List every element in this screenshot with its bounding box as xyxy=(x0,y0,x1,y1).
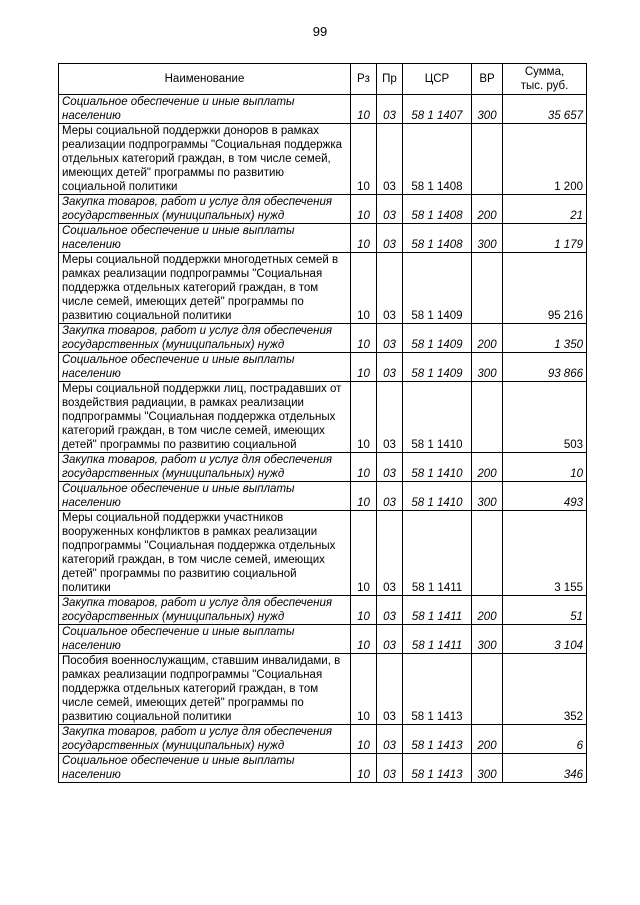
cell-name: Закупка товаров, работ и услуг для обеспечения государственных (муниципальных) нужд xyxy=(59,453,351,482)
cell-name: Закупка товаров, работ и услуг для обеспечения государственных (муниципальных) нужд xyxy=(59,596,351,625)
table-row xyxy=(59,511,587,596)
cell-vr xyxy=(472,382,503,453)
cell-vr: 300 xyxy=(472,754,503,783)
table-row xyxy=(59,353,587,382)
cell-sum: 3 155 xyxy=(503,511,587,596)
cell-vr: 300 xyxy=(472,224,503,253)
cell-csr: 58 1 1411 xyxy=(403,511,472,596)
table-row xyxy=(59,253,587,324)
cell-sum: 503 xyxy=(503,382,587,453)
table-row xyxy=(59,324,587,353)
cell-vr xyxy=(472,511,503,596)
cell-pr: 03 xyxy=(377,382,403,453)
cell-name: Закупка товаров, работ и услуг для обеспечения государственных (муниципальных) нужд xyxy=(59,725,351,754)
cell-name: Социальное обеспечение и иные выплаты населению xyxy=(59,625,351,654)
cell-csr: 58 1 1410 xyxy=(403,382,472,453)
cell-csr: 58 1 1408 xyxy=(403,224,472,253)
cell-vr: 300 xyxy=(472,95,503,124)
header-pr: Пр xyxy=(377,64,403,95)
table-row xyxy=(59,195,587,224)
cell-name: Меры социальной поддержки участников вооруженных конфликтов в рамках реализации подпрограммы "Социальная поддержка отдельных категорий граждан, в том числе семей, имеющих детей" программы по развитию социальной политики xyxy=(59,511,351,596)
cell-csr: 58 1 1409 xyxy=(403,353,472,382)
cell-vr: 200 xyxy=(472,324,503,353)
cell-name: Социальное обеспечение и иные выплаты населению xyxy=(59,224,351,253)
table-row xyxy=(59,124,587,195)
cell-pr: 03 xyxy=(377,654,403,725)
cell-vr: 200 xyxy=(472,596,503,625)
cell-rz: 10 xyxy=(351,353,377,382)
cell-pr: 03 xyxy=(377,324,403,353)
cell-csr: 58 1 1411 xyxy=(403,596,472,625)
cell-name: Социальное обеспечение и иные выплаты населению xyxy=(59,95,351,124)
cell-pr: 03 xyxy=(377,511,403,596)
cell-name: Пособия военнослужащим, ставшим инвалидами, в рамках реализации подпрограммы "Социальная поддержка отдельных категорий граждан, в том числе семей, имеющих детей" программы по развитию социальной политики xyxy=(59,654,351,725)
cell-csr: 58 1 1410 xyxy=(403,482,472,511)
cell-rz: 10 xyxy=(351,511,377,596)
cell-sum: 3 104 xyxy=(503,625,587,654)
cell-csr: 58 1 1413 xyxy=(403,654,472,725)
cell-name: Социальное обеспечение и иные выплаты населению xyxy=(59,353,351,382)
cell-vr: 300 xyxy=(472,353,503,382)
cell-pr: 03 xyxy=(377,725,403,754)
cell-vr: 200 xyxy=(472,195,503,224)
cell-name: Социальное обеспечение и иные выплаты населению xyxy=(59,754,351,783)
cell-vr: 200 xyxy=(472,453,503,482)
cell-csr: 58 1 1413 xyxy=(403,754,472,783)
cell-name: Меры социальной поддержки лиц, пострадавших от воздействия радиации, в рамках реализации подпрограммы "Социальная поддержка отдельных категорий граждан, в том числе семей, имеющих детей" программы по развитию социальной xyxy=(59,382,351,453)
cell-rz: 10 xyxy=(351,224,377,253)
cell-name: Закупка товаров, работ и услуг для обеспечения государственных (муниципальных) нужд xyxy=(59,324,351,353)
cell-vr: 300 xyxy=(472,625,503,654)
cell-rz: 10 xyxy=(351,324,377,353)
cell-vr: 200 xyxy=(472,725,503,754)
header-vr: ВР xyxy=(472,64,503,95)
table-body xyxy=(59,95,587,783)
cell-pr: 03 xyxy=(377,95,403,124)
cell-sum: 352 xyxy=(503,654,587,725)
cell-pr: 03 xyxy=(377,596,403,625)
table-row xyxy=(59,596,587,625)
cell-rz: 10 xyxy=(351,725,377,754)
header-name: Наименование xyxy=(59,64,351,95)
cell-csr: 58 1 1411 xyxy=(403,625,472,654)
cell-vr xyxy=(472,253,503,324)
cell-rz: 10 xyxy=(351,195,377,224)
table-row xyxy=(59,625,587,654)
cell-csr: 58 1 1409 xyxy=(403,253,472,324)
cell-pr: 03 xyxy=(377,224,403,253)
cell-sum: 1 350 xyxy=(503,324,587,353)
page-number: 99 xyxy=(312,24,328,39)
table-row xyxy=(59,482,587,511)
cell-rz: 10 xyxy=(351,453,377,482)
cell-pr: 03 xyxy=(377,124,403,195)
cell-rz: 10 xyxy=(351,654,377,725)
cell-pr: 03 xyxy=(377,482,403,511)
cell-rz: 10 xyxy=(351,124,377,195)
cell-rz: 10 xyxy=(351,253,377,324)
cell-csr: 58 1 1408 xyxy=(403,195,472,224)
cell-name: Закупка товаров, работ и услуг для обеспечения государственных (муниципальных) нужд xyxy=(59,195,351,224)
cell-rz: 10 xyxy=(351,382,377,453)
cell-sum: 1 200 xyxy=(503,124,587,195)
cell-csr: 58 1 1407 xyxy=(403,95,472,124)
table-row xyxy=(59,382,587,453)
cell-pr: 03 xyxy=(377,754,403,783)
cell-vr xyxy=(472,124,503,195)
cell-pr: 03 xyxy=(377,625,403,654)
table-row xyxy=(59,754,587,783)
cell-sum: 21 xyxy=(503,195,587,224)
cell-csr: 58 1 1413 xyxy=(403,725,472,754)
cell-rz: 10 xyxy=(351,625,377,654)
cell-pr: 03 xyxy=(377,195,403,224)
cell-sum: 51 xyxy=(503,596,587,625)
cell-name: Социальное обеспечение и иные выплаты населению xyxy=(59,482,351,511)
cell-sum: 95 216 xyxy=(503,253,587,324)
cell-name: Меры социальной поддержки доноров в рамках реализации подпрограммы "Социальная поддержка отдельных категорий граждан, в том числе семей, имеющих детей" программы по развитию социальной политики xyxy=(59,124,351,195)
table-row xyxy=(59,725,587,754)
header-rz: Рз xyxy=(351,64,377,95)
table-row xyxy=(59,224,587,253)
cell-sum: 493 xyxy=(503,482,587,511)
table-row xyxy=(59,654,587,725)
cell-csr: 58 1 1408 xyxy=(403,124,472,195)
cell-rz: 10 xyxy=(351,596,377,625)
cell-sum: 6 xyxy=(503,725,587,754)
cell-sum: 35 657 xyxy=(503,95,587,124)
cell-vr xyxy=(472,654,503,725)
cell-rz: 10 xyxy=(351,95,377,124)
table-row xyxy=(59,453,587,482)
cell-pr: 03 xyxy=(377,353,403,382)
cell-vr: 300 xyxy=(472,482,503,511)
cell-sum: 10 xyxy=(503,453,587,482)
cell-sum: 93 866 xyxy=(503,353,587,382)
cell-sum: 1 179 xyxy=(503,224,587,253)
cell-csr: 58 1 1409 xyxy=(403,324,472,353)
cell-name: Меры социальной поддержки многодетных семей в рамках реализации подпрограммы "Социальная поддержка отдельных категорий граждан, в том числе семей, имеющих детей" программы по развитию социальной политики xyxy=(59,253,351,324)
cell-sum: 346 xyxy=(503,754,587,783)
header-csr: ЦСР xyxy=(403,64,472,95)
cell-pr: 03 xyxy=(377,453,403,482)
cell-rz: 10 xyxy=(351,482,377,511)
cell-csr: 58 1 1410 xyxy=(403,453,472,482)
table-row xyxy=(59,95,587,124)
cell-pr: 03 xyxy=(377,253,403,324)
header-sum: Сумма, тыс. руб. xyxy=(503,64,587,95)
budget-table xyxy=(58,63,587,783)
cell-rz: 10 xyxy=(351,754,377,783)
table-header xyxy=(59,64,587,95)
